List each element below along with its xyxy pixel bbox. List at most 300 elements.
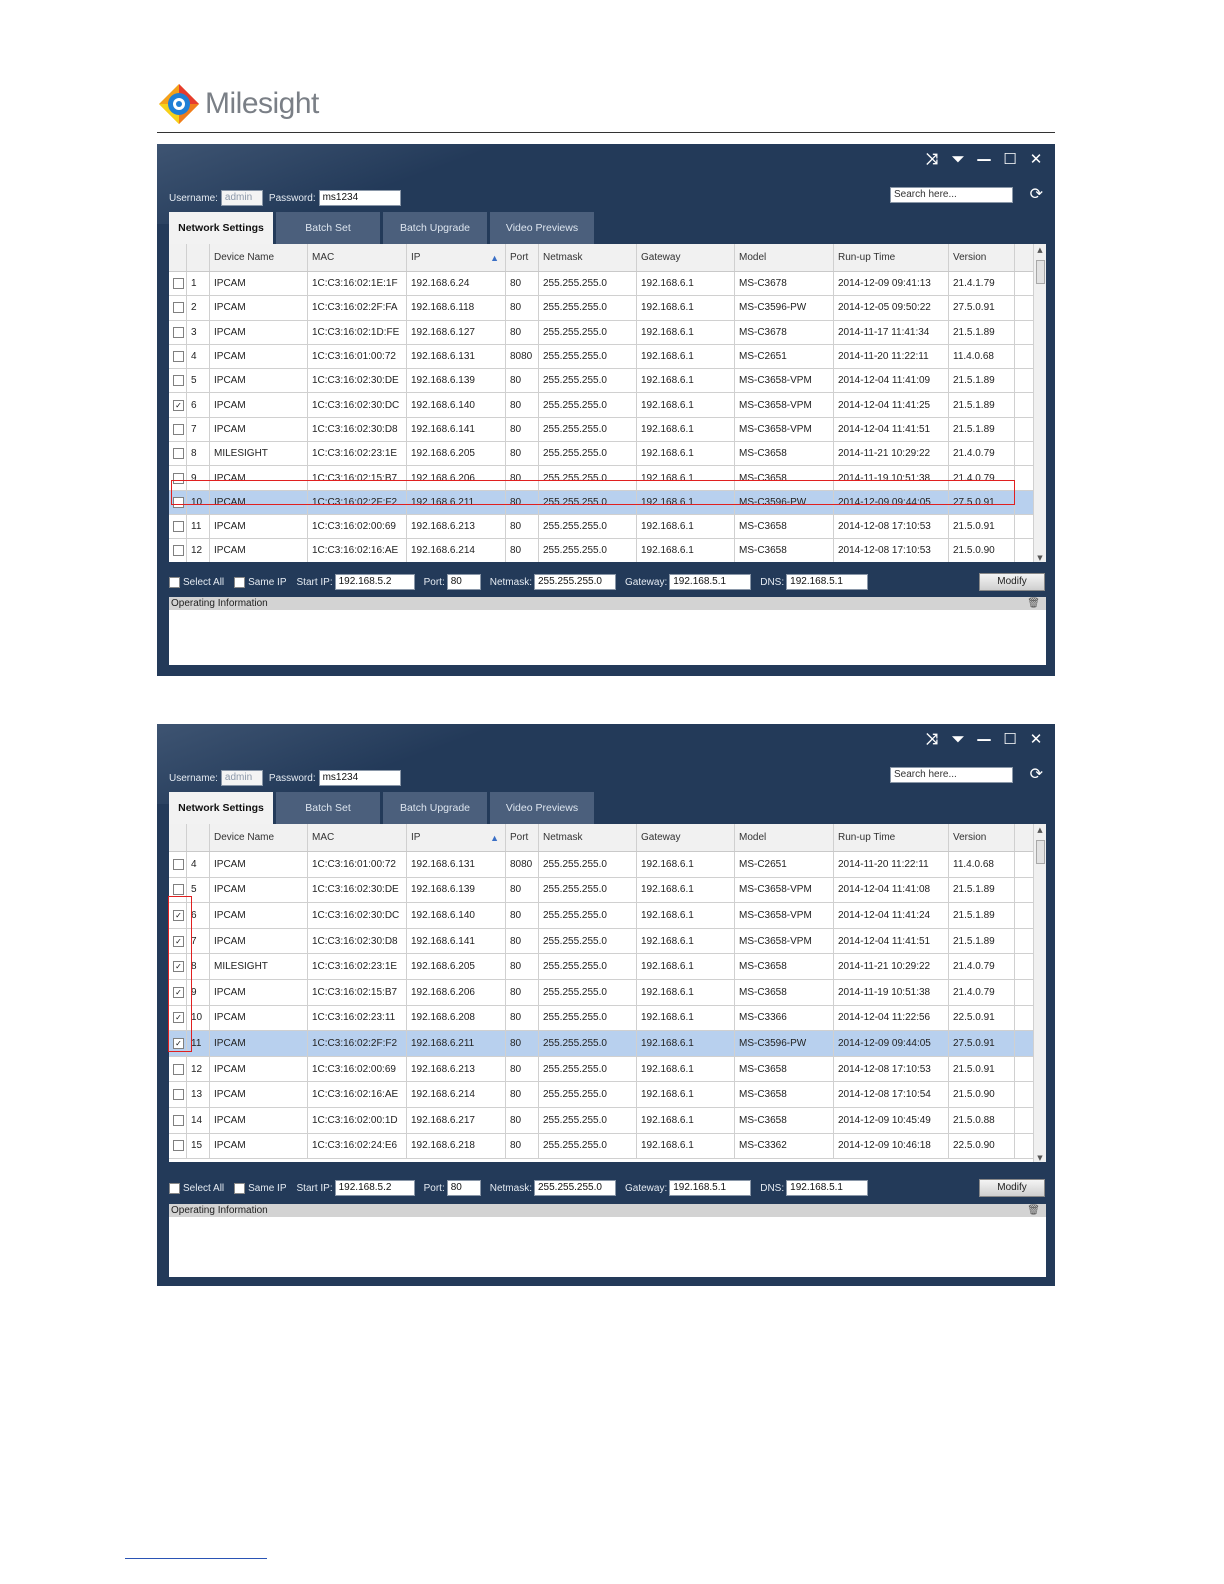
cell-checkbox[interactable]: [169, 1057, 187, 1082]
vertical-scrollbar[interactable]: [1033, 824, 1046, 1162]
column-header[interactable]: Model: [735, 824, 834, 851]
cell-num: 11: [187, 1031, 210, 1056]
cell-netmask: 255.255.255.0: [539, 1031, 637, 1056]
cell-gateway: 192.168.6.1: [637, 1082, 735, 1107]
cell-name: IPCAM: [210, 929, 308, 954]
vertical-scrollbar[interactable]: [1033, 244, 1046, 562]
cell-model: MS-C3678: [735, 272, 834, 295]
cell-ip: 192.168.6.131: [407, 345, 506, 368]
cell-gateway: 192.168.6.1: [637, 491, 735, 514]
table-row[interactable]: [169, 442, 1046, 466]
cell-netmask: 255.255.255.0: [539, 980, 637, 1005]
cell-num: 5: [187, 878, 210, 903]
cell-model: MS-C3658: [735, 1108, 834, 1133]
tab-video-previews[interactable]: Video Previews: [490, 792, 594, 824]
cell-mac: 1C:C3:16:02:00:69: [308, 515, 407, 538]
cell-num: 10: [187, 491, 210, 514]
cell-netmask: 255.255.255.0: [539, 466, 637, 489]
username-label: Username:: [169, 192, 218, 204]
row-checkbox[interactable]: [173, 327, 184, 338]
column-header[interactable]: [187, 824, 210, 851]
cell-model: MS-C3658: [735, 466, 834, 489]
column-header[interactable]: Run-up Time: [834, 824, 949, 851]
column-header[interactable]: Gateway: [637, 824, 735, 851]
start-ip-label: Start IP:: [296, 1182, 333, 1194]
scroll-up-icon[interactable]: ▲: [1037, 246, 1043, 254]
column-header[interactable]: Version: [949, 244, 1015, 271]
table-row[interactable]: [169, 515, 1046, 539]
cell-netmask: 255.255.255.0: [539, 929, 637, 954]
cell-version: 21.5.0.91: [949, 515, 1015, 538]
shuffle-icon[interactable]: ⤨: [925, 150, 938, 168]
start-ip-input[interactable]: 192.168.5.2: [335, 1180, 415, 1196]
cell-checkbox[interactable]: [169, 515, 187, 538]
table-row[interactable]: [169, 321, 1046, 345]
cell-uptime: 2014-12-04 11:22:56: [834, 1006, 949, 1031]
cell-port: 80: [506, 466, 539, 489]
row-checkbox[interactable]: [173, 1140, 184, 1151]
cell-ip: 192.168.6.213: [407, 515, 506, 538]
dns-label: DNS:: [760, 1182, 785, 1194]
cell-model: MS-C3658: [735, 1082, 834, 1107]
cell-gateway: 192.168.6.1: [637, 345, 735, 368]
cell-name: IPCAM: [210, 1134, 308, 1159]
cell-mac: 1C:C3:16:02:23:1E: [308, 954, 407, 979]
cell-uptime: 2014-12-04 11:41:25: [834, 393, 949, 416]
refresh-icon[interactable]: ⟳: [1029, 764, 1043, 783]
cell-netmask: 255.255.255.0: [539, 954, 637, 979]
table-row[interactable]: [169, 1006, 1046, 1032]
cell-gateway: 192.168.6.1: [637, 418, 735, 441]
column-header[interactable]: Run-up Time: [834, 244, 949, 271]
cell-name: IPCAM: [210, 878, 308, 903]
cell-model: MS-C3658: [735, 954, 834, 979]
cell-version: 21.5.0.90: [949, 539, 1015, 562]
search-input[interactable]: Search here...: [890, 767, 1013, 783]
cell-ip: 192.168.6.217: [407, 1108, 506, 1133]
cell-ip: 192.168.6.211: [407, 491, 506, 514]
row-checkbox[interactable]: [173, 375, 184, 386]
cell-name: IPCAM: [210, 1082, 308, 1107]
row-checkbox[interactable]: [173, 1064, 184, 1075]
minimize-to-tray-icon[interactable]: ⏷: [951, 150, 964, 168]
row-checkbox[interactable]: ✓: [173, 987, 184, 998]
column-header[interactable]: [187, 244, 210, 271]
cell-uptime: 2014-12-08 17:10:53: [834, 539, 949, 562]
batch-settings-bar: [169, 574, 877, 590]
cell-num: 10: [187, 1006, 210, 1031]
table-row[interactable]: [169, 418, 1046, 442]
column-header[interactable]: Netmask: [539, 824, 637, 851]
cell-uptime: 2014-12-09 09:44:05: [834, 491, 949, 514]
cell-num: 6: [187, 903, 210, 928]
password-input[interactable]: ms1234: [319, 190, 401, 206]
cell-name: IPCAM: [210, 980, 308, 1005]
cell-gateway: 192.168.6.1: [637, 369, 735, 392]
credentials: [169, 190, 407, 206]
maximize-icon[interactable]: ☐: [1003, 150, 1017, 168]
cell-port: 8080: [506, 852, 539, 877]
port-label: Port:: [423, 576, 445, 588]
scroll-thumb[interactable]: [1036, 260, 1045, 284]
tab-batch-upgrade[interactable]: Batch Upgrade: [383, 212, 487, 244]
cell-checkbox[interactable]: [169, 321, 187, 344]
cell-mac: 1C:C3:16:02:30:D8: [308, 418, 407, 441]
cell-version: 11.4.0.68: [949, 345, 1015, 368]
cell-port: 80: [506, 980, 539, 1005]
tab-batch-set[interactable]: Batch Set: [276, 212, 380, 244]
search-input[interactable]: Search here...: [890, 187, 1013, 203]
cell-checkbox[interactable]: [169, 1082, 187, 1107]
cell-uptime: 2014-12-08 17:10:53: [834, 1057, 949, 1082]
table-row[interactable]: [169, 296, 1046, 320]
gateway-input[interactable]: 192.168.5.1: [669, 1180, 751, 1196]
minimize-icon[interactable]: —: [976, 730, 992, 748]
scroll-up-icon[interactable]: ▲: [1037, 826, 1043, 834]
cell-netmask: 255.255.255.0: [539, 1134, 637, 1159]
cell-mac: 1C:C3:16:02:30:DC: [308, 393, 407, 416]
column-header[interactable]: MAC: [308, 244, 407, 271]
cell-num: 8: [187, 954, 210, 979]
trash-icon[interactable]: 🗑: [1027, 598, 1040, 609]
cell-ip: 192.168.6.139: [407, 369, 506, 392]
close-icon[interactable]: ✕: [1029, 150, 1043, 168]
cell-num: 5: [187, 369, 210, 392]
password-label: Password:: [268, 772, 316, 784]
cell-port: 80: [506, 515, 539, 538]
row-checkbox[interactable]: [173, 521, 184, 532]
cell-version: 21.4.0.79: [949, 442, 1015, 465]
cell-name: IPCAM: [210, 1108, 308, 1133]
cell-model: MS-C3658: [735, 1057, 834, 1082]
cell-model: MS-C3678: [735, 321, 834, 344]
port-label: Port:: [423, 1182, 445, 1194]
tab-batch-upgrade[interactable]: Batch Upgrade: [383, 792, 487, 824]
column-header[interactable]: Version: [949, 824, 1015, 851]
table-row[interactable]: [169, 1082, 1046, 1108]
cell-version: 27.5.0.91: [949, 1031, 1015, 1056]
cell-checkbox[interactable]: [169, 1134, 187, 1159]
cell-ip: 192.168.6.140: [407, 903, 506, 928]
same-ip-checkbox[interactable]: [234, 1183, 245, 1194]
row-checkbox[interactable]: ✓: [173, 1012, 184, 1023]
tab-bar: [169, 212, 594, 244]
cell-mac: 1C:C3:16:02:16:AE: [308, 1082, 407, 1107]
device-manager-window-2: [157, 724, 1055, 1286]
cell-port: 80: [506, 491, 539, 514]
cell-netmask: 255.255.255.0: [539, 878, 637, 903]
row-checkbox[interactable]: ✓: [173, 1038, 184, 1049]
cell-mac: 1C:C3:16:02:2F:F2: [308, 491, 407, 514]
cell-gateway: 192.168.6.1: [637, 272, 735, 295]
cell-name: IPCAM: [210, 539, 308, 562]
cell-gateway: 192.168.6.1: [637, 878, 735, 903]
table-row[interactable]: [169, 393, 1046, 417]
cell-gateway: 192.168.6.1: [637, 296, 735, 319]
cell-checkbox[interactable]: [169, 393, 187, 416]
milesight-logo-icon: [157, 82, 201, 126]
cell-gateway: 192.168.6.1: [637, 954, 735, 979]
cell-num: 6: [187, 393, 210, 416]
cell-version: 21.5.0.88: [949, 1108, 1015, 1133]
cell-ip: 192.168.6.206: [407, 466, 506, 489]
column-header[interactable]: [169, 244, 187, 271]
cell-mac: 1C:C3:16:02:30:DC: [308, 903, 407, 928]
operating-info-panel: [169, 1204, 1046, 1277]
cell-port: 80: [506, 903, 539, 928]
cell-model: MS-C2651: [735, 852, 834, 877]
cell-uptime: 2014-12-08 17:10:53: [834, 515, 949, 538]
cell-netmask: 255.255.255.0: [539, 515, 637, 538]
table-row[interactable]: [169, 369, 1046, 393]
minimize-to-tray-icon[interactable]: ⏷: [951, 730, 964, 748]
cell-model: MS-C3596-PW: [735, 296, 834, 319]
cell-checkbox[interactable]: [169, 1108, 187, 1133]
username-label: Username:: [169, 772, 218, 784]
cell-version: 21.5.0.91: [949, 1057, 1015, 1082]
row-checkbox[interactable]: ✓: [173, 936, 184, 947]
cell-model: MS-C3362: [735, 1134, 834, 1159]
cell-checkbox[interactable]: [169, 418, 187, 441]
cell-ip: 192.168.6.118: [407, 296, 506, 319]
cell-gateway: 192.168.6.1: [637, 1031, 735, 1056]
start-ip-input[interactable]: 192.168.5.2: [335, 574, 415, 590]
cell-model: MS-C3658: [735, 515, 834, 538]
row-checkbox[interactable]: ✓: [173, 961, 184, 972]
batch-settings-bar: [169, 1180, 877, 1196]
table-row[interactable]: [169, 539, 1046, 562]
cell-netmask: 255.255.255.0: [539, 369, 637, 392]
cell-gateway: 192.168.6.1: [637, 321, 735, 344]
device-table: [169, 244, 1046, 562]
refresh-icon[interactable]: ⟳: [1029, 184, 1043, 203]
column-header[interactable]: Port: [506, 824, 539, 851]
cell-uptime: 2014-12-09 10:46:18: [834, 1134, 949, 1159]
cell-name: IPCAM: [210, 515, 308, 538]
tab-network-settings[interactable]: Network Settings: [169, 792, 273, 824]
dns-input[interactable]: 192.168.5.1: [786, 1180, 868, 1196]
column-header[interactable]: Gateway: [637, 244, 735, 271]
cell-uptime: 2014-11-21 10:29:22: [834, 442, 949, 465]
table-header: [169, 824, 1046, 852]
cell-port: 80: [506, 539, 539, 562]
cell-uptime: 2014-11-19 10:51:38: [834, 466, 949, 489]
table-row[interactable]: [169, 903, 1046, 929]
tab-network-settings[interactable]: Network Settings: [169, 212, 273, 244]
cell-checkbox[interactable]: [169, 852, 187, 877]
tab-bar: [169, 792, 594, 824]
cell-port: 80: [506, 1134, 539, 1159]
row-checkbox[interactable]: [173, 302, 184, 313]
cell-name: IPCAM: [210, 1006, 308, 1031]
cell-netmask: 255.255.255.0: [539, 852, 637, 877]
port-input[interactable]: 80: [447, 574, 481, 590]
cell-version: 21.4.0.79: [949, 466, 1015, 489]
cell-gateway: 192.168.6.1: [637, 1108, 735, 1133]
modify-button[interactable]: Modify: [979, 573, 1045, 591]
column-header[interactable]: Device Name: [210, 824, 308, 851]
scroll-down-icon[interactable]: ▼: [1037, 554, 1043, 562]
cell-checkbox[interactable]: [169, 272, 187, 295]
netmask-input[interactable]: 255.255.255.0: [534, 574, 616, 590]
cell-uptime: 2014-12-08 17:10:54: [834, 1082, 949, 1107]
table-row[interactable]: [169, 878, 1046, 904]
cell-num: 4: [187, 852, 210, 877]
cell-uptime: 2014-12-09 09:44:05: [834, 1031, 949, 1056]
cell-checkbox[interactable]: [169, 345, 187, 368]
cell-checkbox[interactable]: [169, 539, 187, 562]
cell-uptime: 2014-12-09 09:41:13: [834, 272, 949, 295]
cell-uptime: 2014-11-17 11:41:34: [834, 321, 949, 344]
cell-model: MS-C3596-PW: [735, 1031, 834, 1056]
cell-netmask: 255.255.255.0: [539, 903, 637, 928]
column-header[interactable]: MAC: [308, 824, 407, 851]
username-input[interactable]: admin: [221, 190, 263, 206]
cell-ip: 192.168.6.140: [407, 393, 506, 416]
cell-mac: 1C:C3:16:02:30:D8: [308, 929, 407, 954]
cell-name: IPCAM: [210, 393, 308, 416]
cell-checkbox[interactable]: [169, 369, 187, 392]
close-icon[interactable]: ✕: [1029, 730, 1043, 748]
cell-ip: 192.168.6.127: [407, 321, 506, 344]
modify-button[interactable]: Modify: [979, 1179, 1045, 1197]
select-all-checkbox[interactable]: [169, 577, 180, 588]
cell-gateway: 192.168.6.1: [637, 393, 735, 416]
password-input[interactable]: ms1234: [319, 770, 401, 786]
cell-mac: 1C:C3:16:02:24:E6: [308, 1134, 407, 1159]
column-header[interactable]: [169, 824, 187, 851]
tab-video-previews[interactable]: Video Previews: [490, 212, 594, 244]
cell-ip: 192.168.6.139: [407, 878, 506, 903]
table-row[interactable]: [169, 1134, 1046, 1160]
cell-model: MS-C3658-VPM: [735, 878, 834, 903]
cell-num: 14: [187, 1108, 210, 1133]
table-row[interactable]: [169, 929, 1046, 955]
row-checkbox[interactable]: [173, 424, 184, 435]
cell-model: MS-C3658-VPM: [735, 369, 834, 392]
tab-batch-set[interactable]: Batch Set: [276, 792, 380, 824]
row-checkbox[interactable]: [173, 1089, 184, 1100]
cell-netmask: 255.255.255.0: [539, 1006, 637, 1031]
cell-uptime: 2014-11-21 10:29:22: [834, 954, 949, 979]
cell-gateway: 192.168.6.1: [637, 852, 735, 877]
row-checkbox[interactable]: [173, 351, 184, 362]
row-checkbox[interactable]: [173, 859, 184, 870]
cell-name: IPCAM: [210, 852, 308, 877]
shuffle-icon[interactable]: ⤨: [925, 730, 938, 748]
netmask-input[interactable]: 255.255.255.0: [534, 1180, 616, 1196]
select-all-checkbox[interactable]: [169, 1183, 180, 1194]
gateway-label: Gateway:: [624, 576, 668, 588]
cell-mac: 1C:C3:16:02:00:1D: [308, 1108, 407, 1133]
cell-model: MS-C3658-VPM: [735, 393, 834, 416]
cell-ip: 192.168.6.24: [407, 272, 506, 295]
cell-netmask: 255.255.255.0: [539, 1057, 637, 1082]
table-row[interactable]: [169, 345, 1046, 369]
scroll-down-icon[interactable]: ▼: [1037, 1154, 1043, 1162]
column-header[interactable]: Device Name: [210, 244, 308, 271]
netmask-label: Netmask:: [489, 576, 532, 588]
select-all-label: Select All: [183, 576, 225, 588]
same-ip-checkbox[interactable]: [234, 577, 245, 588]
cell-version: 22.5.0.91: [949, 1006, 1015, 1031]
column-header[interactable]: Model: [735, 244, 834, 271]
cell-name: IPCAM: [210, 345, 308, 368]
table-row[interactable]: [169, 954, 1046, 980]
start-ip-label: Start IP:: [296, 576, 333, 588]
table-row[interactable]: [169, 980, 1046, 1006]
table-row[interactable]: [169, 852, 1046, 878]
cell-gateway: 192.168.6.1: [637, 1006, 735, 1031]
select-all-label: Select All: [183, 1182, 225, 1194]
column-header[interactable]: Netmask: [539, 244, 637, 271]
dns-input[interactable]: 192.168.5.1: [786, 574, 868, 590]
cell-ip: 192.168.6.131: [407, 852, 506, 877]
row-checkbox[interactable]: ✓: [173, 400, 184, 411]
cell-port: 8080: [506, 345, 539, 368]
cell-version: 22.5.0.90: [949, 1134, 1015, 1159]
username-input[interactable]: admin: [221, 770, 263, 786]
cell-model: MS-C3658-VPM: [735, 929, 834, 954]
cell-gateway: 192.168.6.1: [637, 539, 735, 562]
cell-port: 80: [506, 393, 539, 416]
cell-ip: 192.168.6.208: [407, 1006, 506, 1031]
trash-icon[interactable]: 🗑: [1027, 1205, 1040, 1216]
row-checkbox[interactable]: ✓: [173, 910, 184, 921]
table-row[interactable]: [169, 1031, 1046, 1057]
column-header[interactable]: IP ▲: [407, 244, 506, 271]
table-row[interactable]: [169, 272, 1046, 296]
cell-checkbox[interactable]: [169, 442, 187, 465]
cell-mac: 1C:C3:16:01:00:72: [308, 852, 407, 877]
column-header[interactable]: Port: [506, 244, 539, 271]
cell-port: 80: [506, 954, 539, 979]
gateway-label: Gateway:: [624, 1182, 668, 1194]
device-table: [169, 824, 1046, 1162]
sort-ascending-icon: ▲: [490, 252, 499, 263]
scroll-thumb[interactable]: [1036, 840, 1045, 864]
row-checkbox[interactable]: [173, 1115, 184, 1126]
cell-gateway: 192.168.6.1: [637, 1134, 735, 1159]
cell-mac: 1C:C3:16:02:2F:FA: [308, 296, 407, 319]
table-row[interactable]: [169, 1057, 1046, 1083]
highlight-box: [168, 896, 192, 1052]
minimize-icon[interactable]: —: [976, 150, 992, 168]
gateway-input[interactable]: 192.168.5.1: [669, 574, 751, 590]
cell-mac: 1C:C3:16:02:15:B7: [308, 980, 407, 1005]
cell-num: 15: [187, 1134, 210, 1159]
row-checkbox[interactable]: [173, 278, 184, 289]
operating-info-header: [169, 597, 1046, 610]
cell-port: 80: [506, 1057, 539, 1082]
maximize-icon[interactable]: ☐: [1003, 730, 1017, 748]
port-input[interactable]: 80: [447, 1180, 481, 1196]
cell-port: 80: [506, 321, 539, 344]
cell-ip: 192.168.6.213: [407, 1057, 506, 1082]
row-checkbox[interactable]: [173, 545, 184, 556]
cell-num: 7: [187, 418, 210, 441]
row-checkbox[interactable]: [173, 884, 184, 895]
cell-checkbox[interactable]: [169, 296, 187, 319]
row-checkbox[interactable]: [173, 448, 184, 459]
cell-gateway: 192.168.6.1: [637, 929, 735, 954]
table-row[interactable]: [169, 1108, 1046, 1134]
column-header[interactable]: IP ▲: [407, 824, 506, 851]
cell-port: 80: [506, 296, 539, 319]
highlight-box: [171, 480, 1015, 505]
cell-mac: 1C:C3:16:02:15:B7: [308, 466, 407, 489]
cell-name: IPCAM: [210, 418, 308, 441]
